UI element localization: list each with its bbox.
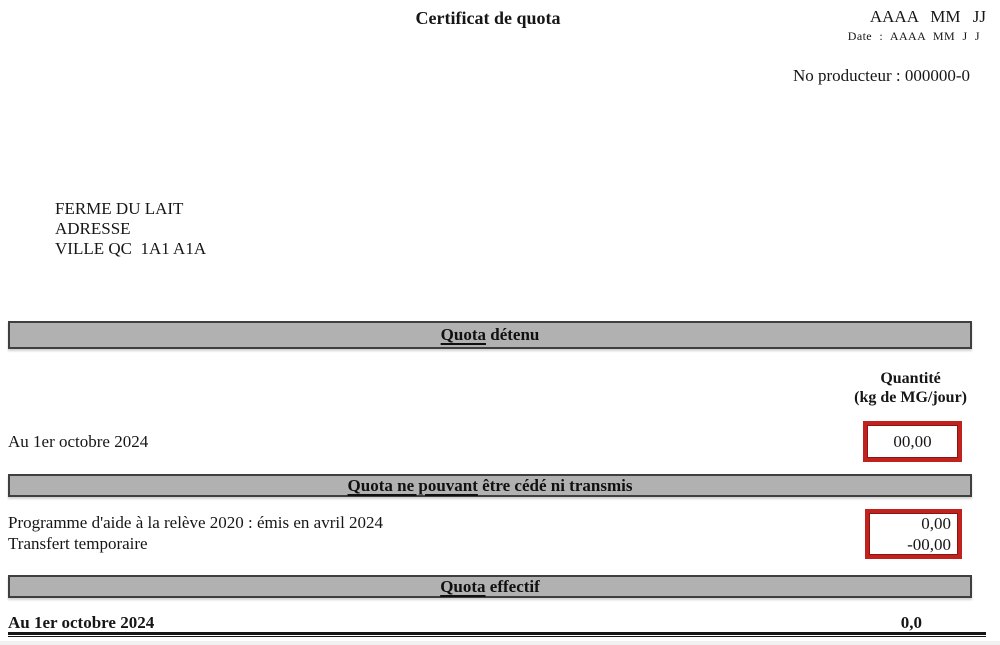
- quota-non-cedable-rows: [8, 512, 383, 554]
- banner-text: détenu: [485, 325, 540, 344]
- address-city-line: VILLE QC 1A1 A1A: [55, 239, 207, 258]
- row-label-quota-detenu: Au 1er octobre 2024: [8, 432, 149, 451]
- section-banner-quota-non-cedable: [8, 474, 972, 497]
- row-label-programme-aide: Programme d'aide à la relève 2020 : émis en avril 2024: [8, 513, 384, 532]
- banner-text: être cédé ni transmis: [477, 476, 633, 495]
- section-banner-quota-detenu: [8, 321, 972, 349]
- row-label-transfert-temporaire: Transfert temporaire: [8, 534, 148, 553]
- date-placeholder-top: AAAA MM JJ: [869, 7, 986, 26]
- producer-number: No producteur : 000000-0: [792, 66, 970, 85]
- highlighted-value-box-quota-detenu: [863, 421, 962, 462]
- quota-detenu-value: 00,00: [893, 432, 932, 451]
- banner-text-underlined: Quota: [440, 325, 486, 344]
- address-name-line: FERME DU LAIT: [55, 199, 184, 218]
- page-bottom-strip: [0, 641, 1000, 645]
- address-street-line: ADRESSE: [55, 219, 131, 238]
- row-label-quota-effectif: Au 1er octobre 2024: [8, 613, 155, 632]
- address-block: [55, 199, 206, 259]
- section-banner-quota-effectif: [8, 575, 972, 598]
- highlighted-value-box-quota-non-cedable: [865, 509, 962, 559]
- programme-aide-value: 0,00: [921, 514, 951, 533]
- banner-text: effectif: [485, 577, 540, 596]
- quantity-column-header: [854, 369, 967, 407]
- quantity-header-line2: (kg de MG/jour): [854, 389, 967, 406]
- page-title: Certificat de quota: [415, 8, 561, 28]
- total-double-rule: [8, 632, 986, 637]
- quantity-header-line1: Quantité: [880, 370, 941, 387]
- banner-text-underlined: Quota ne pouvant: [347, 476, 478, 495]
- quota-effectif-value: 0,0: [900, 613, 922, 632]
- banner-text-underlined: Quota: [440, 577, 486, 596]
- date-label: Date : AAAA MM J J: [847, 29, 980, 43]
- transfert-temporaire-value: -00,00: [907, 535, 951, 554]
